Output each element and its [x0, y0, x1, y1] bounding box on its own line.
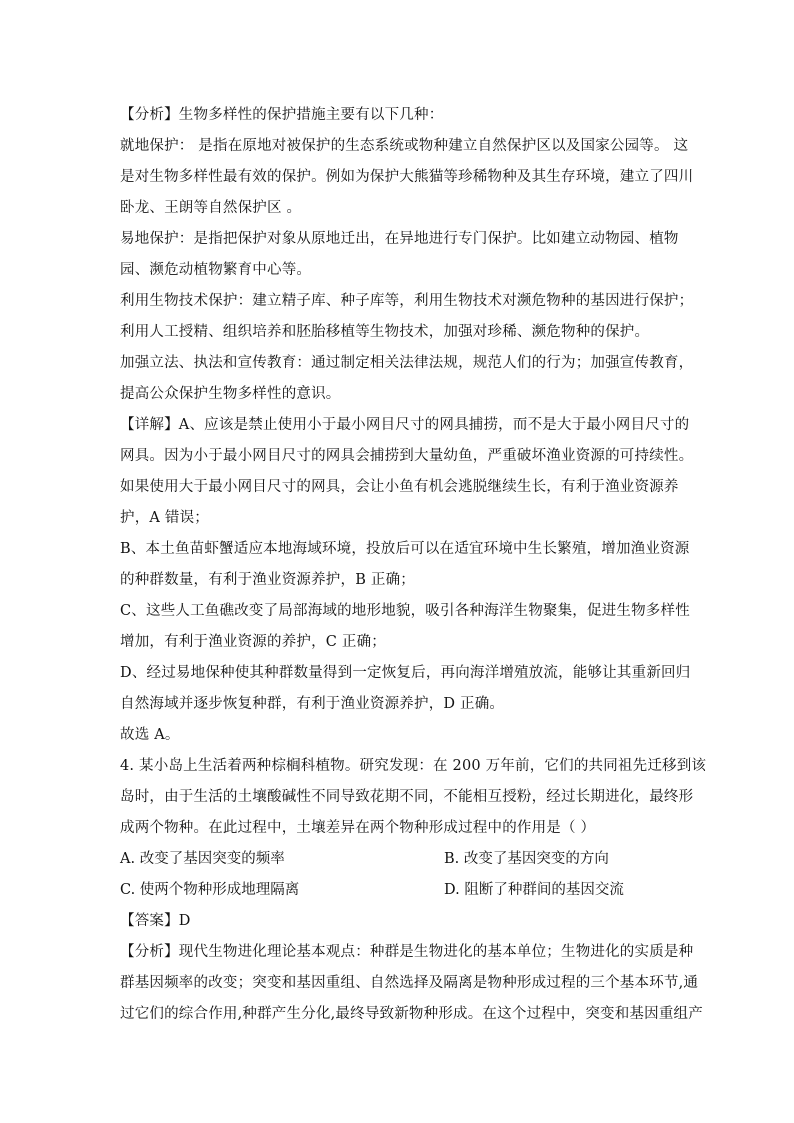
analysis-text-line: 是对生物多样性最有效的保护。例如为保护大熊猫等珍稀物种及其生存环境，建立了四川 [120, 169, 694, 185]
analysis2-text-line: 群基因频率的改变；突变和基因重组、自然选择及隔离是物种形成过程的三个基本环节,通 [120, 975, 699, 991]
option-d: D. 阻断了种群间的基因交流 [444, 882, 624, 898]
detail-text-line: 护，A 错误； [120, 510, 209, 526]
detail-text-line: 如果使用大于最小网目尺寸的网具，会让小鱼有机会逃脱继续生长，有利于渔业资源养 [120, 479, 679, 495]
question-stem-line: 岛时，由于生活的土壤酸碱性不同导致花期不同，不能相互授粉，经过长期进化，最终形 [120, 789, 694, 805]
detail-text-line: 增加，有利于渔业资源的养护，C 正确； [120, 634, 387, 650]
question-stem-line: 成两个物种。在此过程中，土壤差异在两个物种形成过程中的作用是（ ） [120, 820, 596, 836]
option-a: A. 改变了基因突变的频率 [120, 851, 285, 867]
answer-line: 【答案】D [120, 913, 191, 929]
detail-text-line: B、本土鱼苗虾蟹适应本地海域环境，投放后可以在适宜环境中生长繁殖，增加渔业资源 [120, 541, 690, 557]
page-content [120, 100, 707, 1030]
option-c: C. 使两个物种形成地理隔离 [120, 882, 300, 898]
options-row-ab [120, 844, 680, 875]
analysis-text-line: 利用生物技术保护：建立精子库、种子库等，利用生物技术对濒危物种的基因进行保护； [120, 293, 694, 309]
analysis-text-line: 加强立法、执法和宣传教育：通过制定相关法律法规，规范人们的行为；加强宣传教育， [120, 355, 694, 371]
detail-text-line: 网具。因为小于最小网目尺寸的网具会捕捞到大量幼鱼，严重破坏渔业资源的可持续性。 [120, 448, 694, 464]
detail-text-line: 的种群数量，有利于渔业资源养护，B 正确； [120, 572, 415, 588]
detail-text-line: 自然海域并逐步恢复种群，有利于渔业资源养护，D 正确。 [120, 696, 505, 712]
option-b: B. 改变了基因突变的方向 [444, 851, 609, 867]
detail-conclusion-line: 故选 A。 [120, 727, 180, 743]
analysis-text-line: 易地保护：是指把保护对象从原地迁出，在异地进行专门保护。比如建立动物园、植物 [120, 231, 679, 247]
detail-heading-line: 【详解】A、应该是禁止使用小于最小网目尺寸的网具捕捞，而不是大于最小网目尺寸的 [120, 417, 690, 433]
analysis-text-line: 提高公众保护生物多样性的意识。 [120, 386, 341, 402]
detail-text-line: D、经过易地保种使其种群数量得到一定恢复后，再向海洋增殖放流，能够让其重新回归 [120, 665, 691, 681]
analysis-text-line: 利用人工授精、组织培养和胚胎移植等生物技术，加强对珍稀、濒危物种的保护。 [120, 324, 650, 340]
options-row-cd [120, 875, 680, 906]
analysis-text-line: 卧龙、王朗等自然保护区 。 [120, 200, 302, 216]
detail-text-line: C、这些人工鱼礁改变了局部海域的地形地貌，吸引各种海洋生物聚集，促进生物多样性 [120, 603, 690, 619]
analysis-heading-line: 【分析】生物多样性的保护措施主要有以下几种： [120, 107, 444, 123]
analysis-text-line: 就地保护： 是指在原地对被保护的生态系统或物种建立自然保护区以及国家公园等。 这 [120, 138, 689, 154]
analysis2-heading-line: 【分析】现代生物进化理论基本观点：种群是生物进化的基本单位；生物进化的实质是种 [120, 944, 694, 960]
analysis2-text-line: 过它们的综合作用,种群产生分化,最终导致新物种形成。在这个过程中，突变和基因重组产 [120, 1006, 703, 1022]
analysis-text-line: 园、濒危动植物繁育中心等。 [120, 262, 312, 278]
question-stem-line: 4. 某小岛上生活着两种棕榈科植物。研究发现：在 200 万年前，它们的共同祖先迁移到该 [120, 758, 707, 774]
